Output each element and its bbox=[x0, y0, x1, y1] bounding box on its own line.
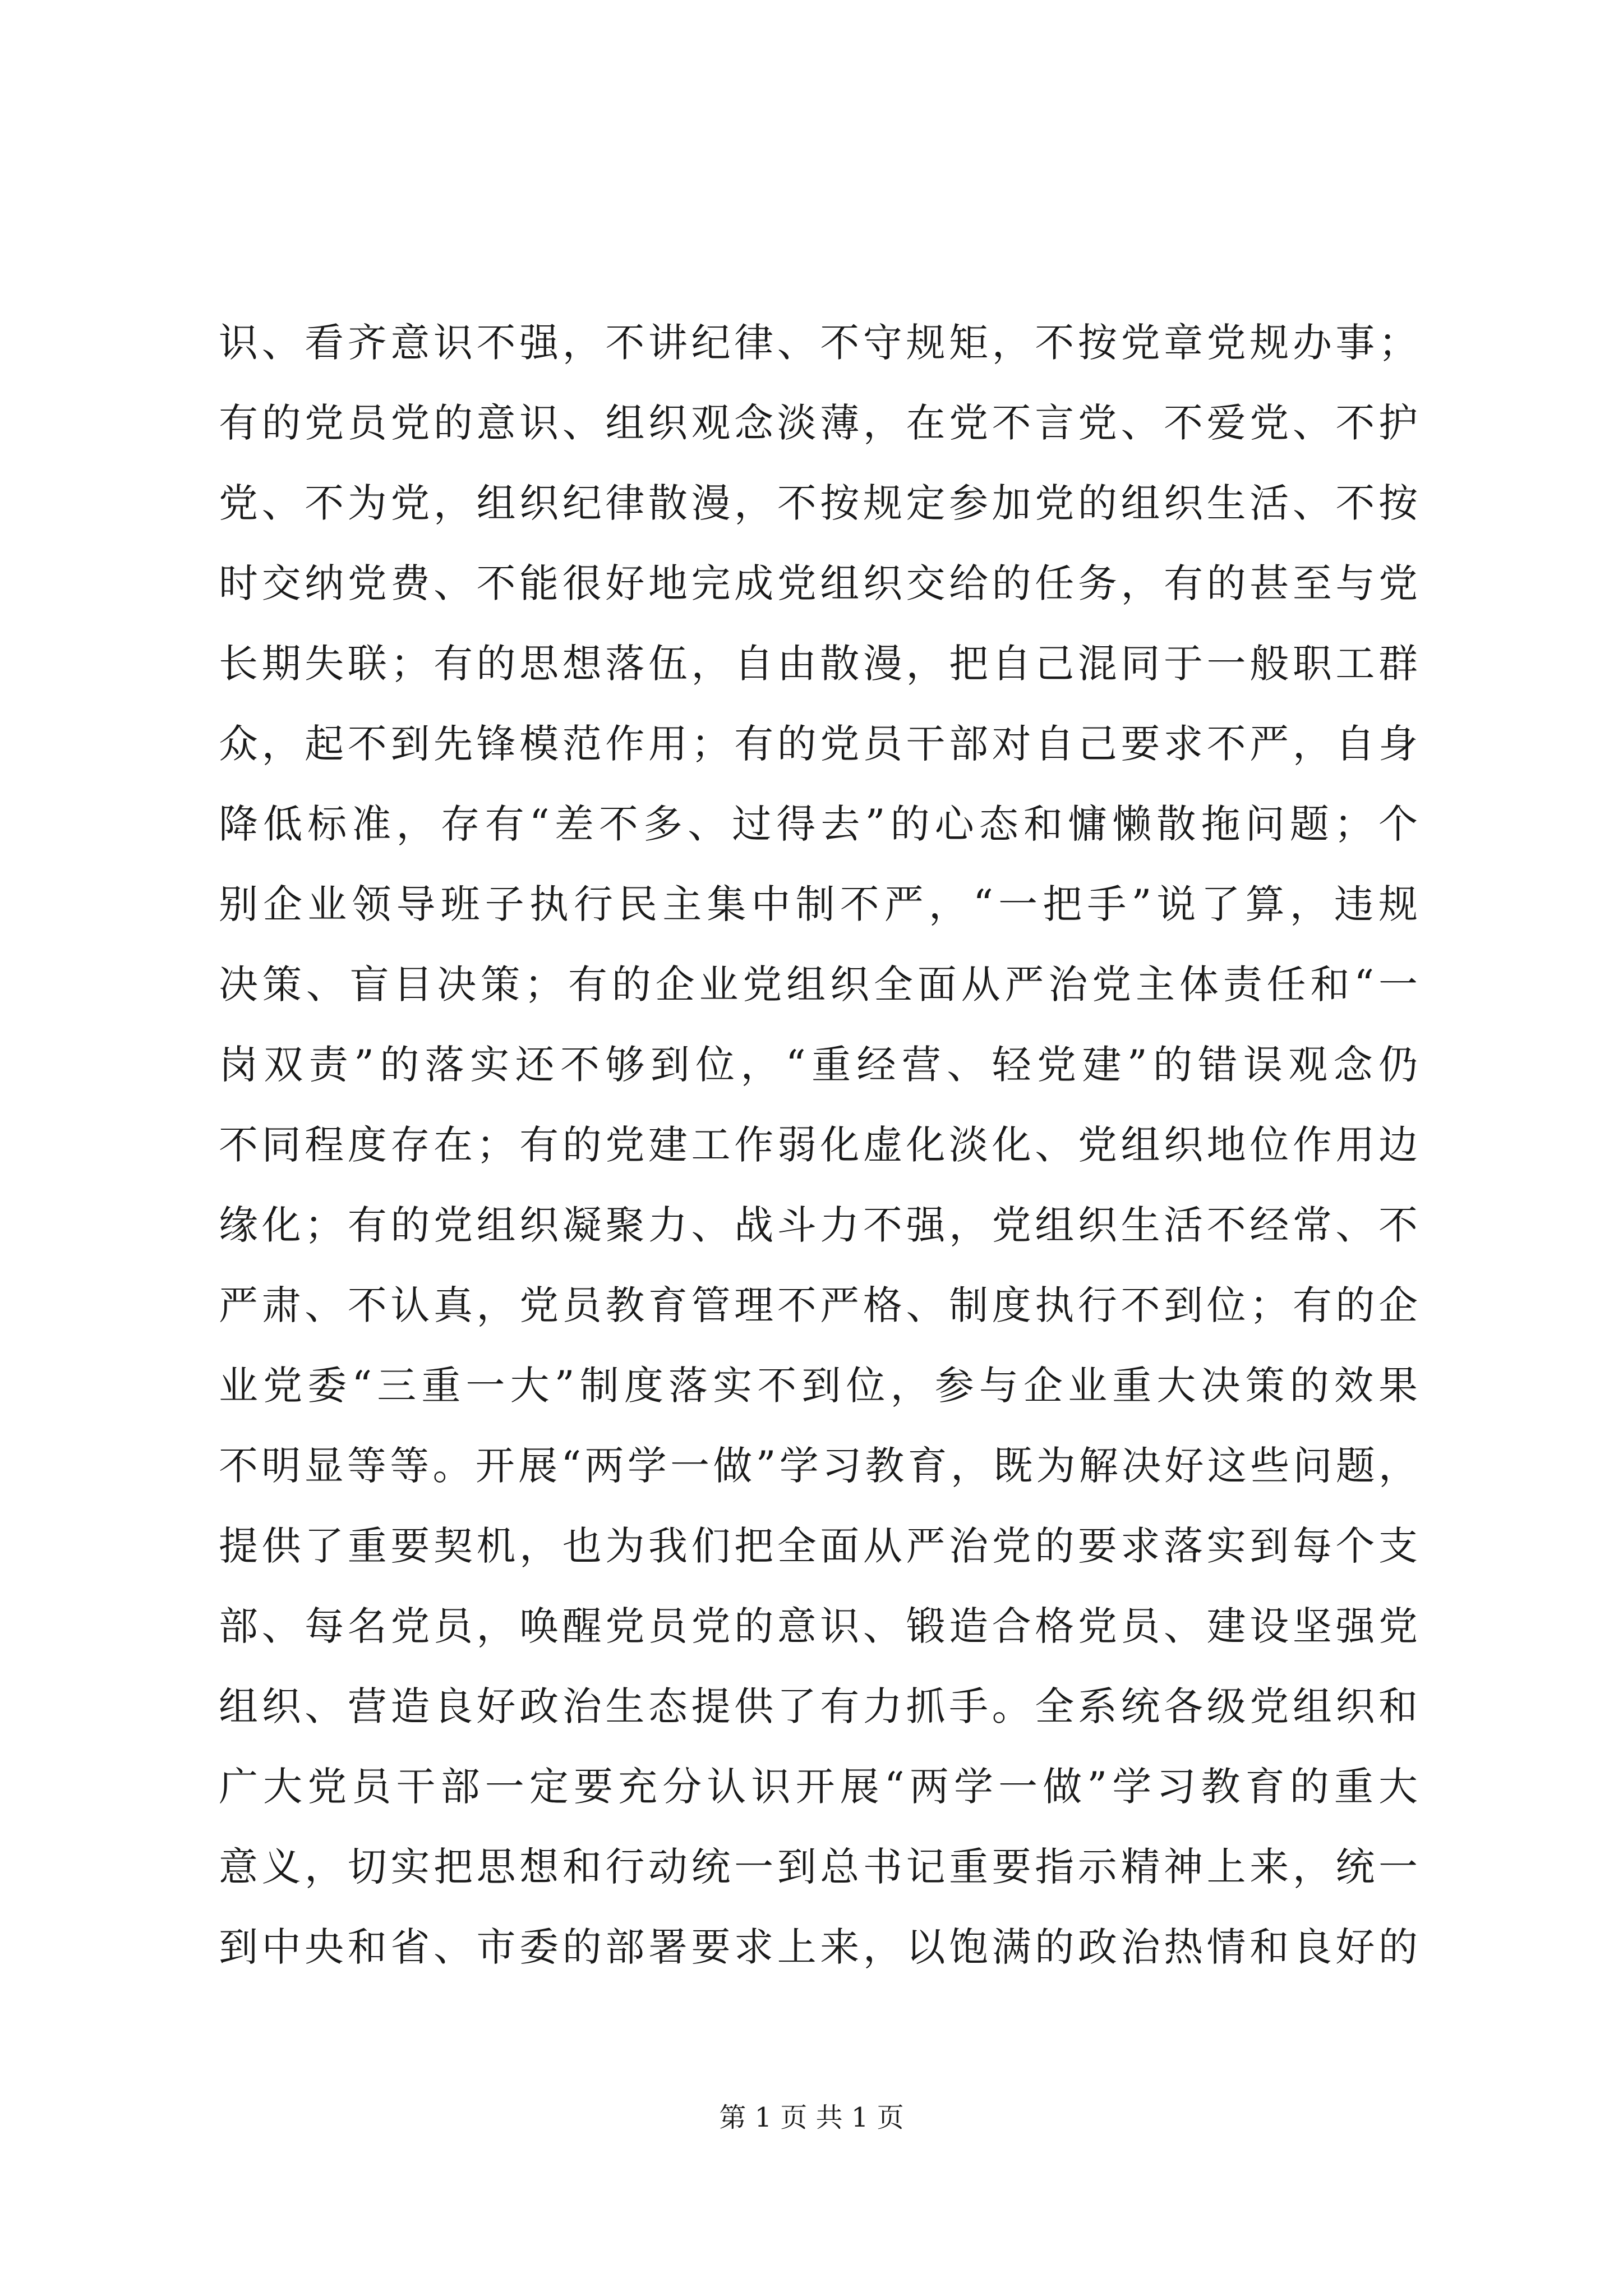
text-line: 降低标准，存有“差不多、过得去”的心态和慵懒散拖问题；个 bbox=[219, 801, 1419, 847]
text-line: 识、看齐意识不强，不讲纪律、不守规矩，不按党章党规办事； bbox=[219, 320, 1419, 366]
text-line: 业党委“三重一大”制度落实不到位，参与企业重大决策的效果 bbox=[219, 1363, 1419, 1409]
text-line: 有的党员党的意识、组织观念淡薄，在党不言党、不爱党、不护 bbox=[219, 400, 1419, 446]
text-line: 不同程度存在；有的党建工作弱化虚化淡化、党组织地位作用边 bbox=[219, 1122, 1419, 1168]
text-line: 党、不为党，组织纪律散漫，不按规定参加党的组织生活、不按 bbox=[219, 480, 1419, 526]
page-number-footer: 第 1 页 共 1 页 bbox=[719, 2102, 904, 2133]
text-line: 提供了重要契机，也为我们把全面从严治党的要求落实到每个支 bbox=[219, 1523, 1419, 1569]
text-line: 岗双责”的落实还不够到位，“重经营、轻党建”的错误观念仍 bbox=[219, 1042, 1419, 1088]
text-line: 决策、盲目决策；有的企业党组织全面从严治党主体责任和“一 bbox=[219, 961, 1419, 1007]
text-line: 广大党员干部一定要充分认识开展“两学一做”学习教育的重大 bbox=[219, 1764, 1419, 1810]
text-line: 时交纳党费、不能很好地完成党组织交给的任务，有的甚至与党 bbox=[219, 560, 1419, 606]
text-line: 意义，切实把思想和行动统一到总书记重要指示精神上来，统一 bbox=[219, 1844, 1419, 1890]
text-line: 不明显等等。开展“两学一做”学习教育，既为解决好这些问题， bbox=[219, 1443, 1419, 1489]
text-line: 严肃、不认真，党员教育管理不严格、制度执行不到位；有的企 bbox=[219, 1282, 1419, 1328]
text-line: 别企业领导班子执行民主集中制不严，“一把手”说了算，违规 bbox=[219, 881, 1419, 927]
text-line: 缘化；有的党组织凝聚力、战斗力不强，党组织生活不经常、不 bbox=[219, 1202, 1419, 1248]
text-line: 众，起不到先锋模范作用；有的党员干部对自己要求不严，自身 bbox=[219, 721, 1419, 767]
text-line: 长期失联；有的思想落伍，自由散漫，把自己混同于一般职工群 bbox=[219, 641, 1419, 687]
text-line: 部、每名党员，唤醒党员党的意识、锻造合格党员、建设坚强党 bbox=[219, 1603, 1419, 1649]
text-line: 到中央和省、市委的部署要求上来，以饱满的政治热情和良好的 bbox=[219, 1924, 1419, 1970]
text-line: 组织、营造良好政治生态提供了有力抓手。全系统各级党组织和 bbox=[219, 1683, 1419, 1729]
body-text bbox=[219, 303, 1419, 1987]
